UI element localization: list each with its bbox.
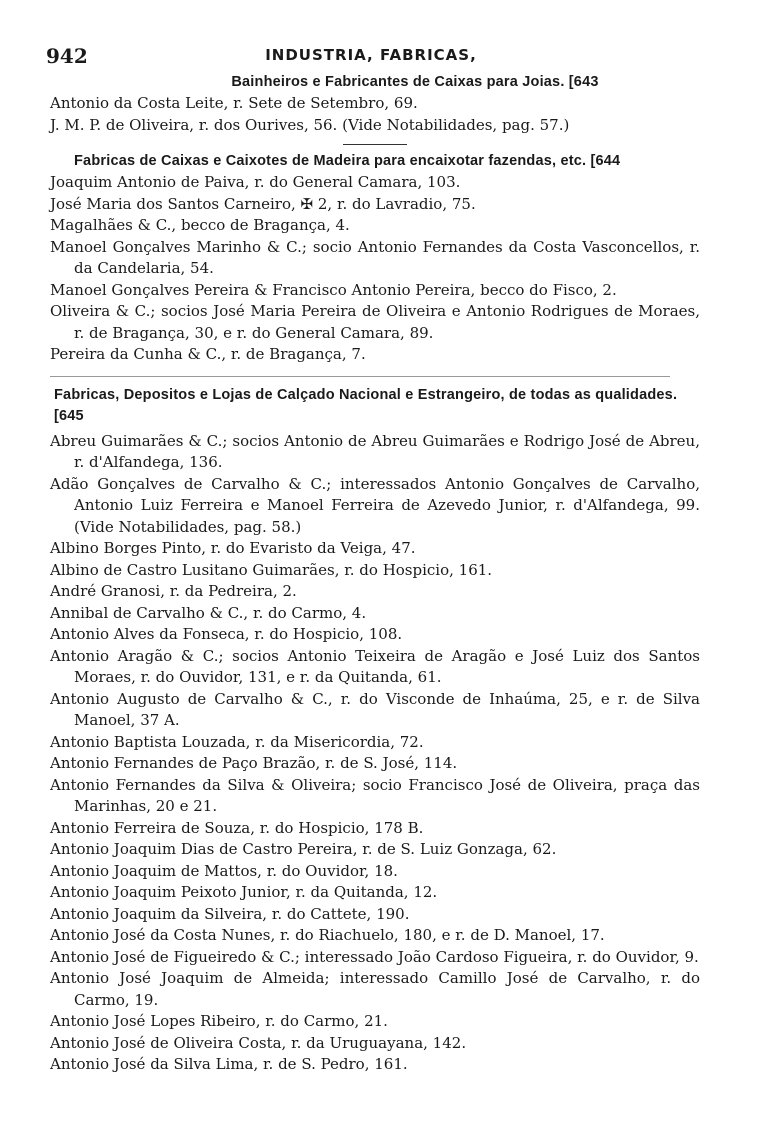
list-item: Antonio José de Oliveira Costa, r. da Uruguayana, 142. bbox=[50, 1033, 467, 1052]
list-item: Adão Gonçalves de Carvalho & C.; interessados Antonio Gonçalves de Carvalho, Antonio Luiz Ferreira e Manoel Ferreira de Azevedo Junior, r. d'Alfandega, 99. (Vide Notabilidades, pag. 58.) bbox=[50, 474, 700, 536]
section-title: Bainheiros e Fabricantes de Caixas para Joias. [643 bbox=[231, 74, 599, 90]
list-item: André Granosi, r. da Pedreira, 2. bbox=[50, 582, 297, 600]
list-item: Antonio Fernandes de Paço Brazão, r. de S. José, 114. bbox=[50, 754, 458, 772]
list-item: J. M. P. de Oliveira, r. dos Ourives, 56. (Vide Notabilidades, pag. 57.) bbox=[50, 115, 570, 134]
entry-list bbox=[50, 93, 700, 136]
list-item: Manoel Gonçalves Pereira & Francisco Antonio Pereira, becco do Fisco, 2. bbox=[50, 280, 617, 299]
running-title: INDUSTRIA, FABRICAS, bbox=[265, 46, 477, 64]
list-item: Antonio Ferreira de Souza, r. do Hospicio, 178 B. bbox=[50, 818, 424, 837]
section-wooden-crates bbox=[50, 151, 700, 366]
divider bbox=[343, 144, 407, 145]
list-item: Albino de Castro Lusitano Guimarães, r. do Hospicio, 161. bbox=[50, 560, 493, 579]
list-item: Antonio Fernandes da Silva & Oliveira; socio Francisco José de Oliveira, praça das Marinhas, 20 e 21. bbox=[50, 775, 700, 815]
list-item: Antonio Aragão & C.; socios Antonio Teixeira de Aragão e José Luiz dos Santos Moraes, r. do Ouvidor, 131, e r. da Quitanda, 61. bbox=[50, 646, 700, 686]
list-item: Antonio Joaquim de Mattos, r. do Ouvidor, 18. bbox=[50, 861, 398, 880]
list-item: Antonio Augusto de Carvalho & C., r. do Visconde de Inhaúma, 25, e r. de Silva Manoel, 37 A. bbox=[50, 689, 700, 729]
section-footwear bbox=[50, 385, 700, 1076]
list-item: Antonio José de Figueiredo & C.; interessado João Cardoso Figueira, r. do Ouvidor, 9. bbox=[50, 947, 699, 966]
list-item: Antonio Alves da Fonseca, r. do Hospicio, 108. bbox=[50, 625, 403, 643]
list-item: Antonio Baptista Louzada, r. da Misericordia, 72. bbox=[50, 732, 424, 751]
list-item: Antonio da Costa Leite, r. Sete de Setembro, 69. bbox=[50, 94, 418, 112]
page-content bbox=[50, 72, 700, 1076]
section-title: Fabricas de Caixas e Caixotes de Madeira para encaixotar fazendas, etc. [644 bbox=[74, 153, 621, 169]
list-item: Abreu Guimarães & C.; socios Antonio de Abreu Guimarães e Rodrigo José de Abreu, r. d'Alfandega, 136. bbox=[50, 431, 700, 471]
list-item: Manoel Gonçalves Marinho & C.; socio Antonio Fernandes da Costa Vasconcellos, r. da Candelaria, 54. bbox=[50, 237, 700, 277]
page-number: 942 bbox=[46, 44, 88, 68]
list-item: Antonio Joaquim Peixoto Junior, r. da Quitanda, 12. bbox=[50, 883, 438, 901]
list-item: Annibal de Carvalho & C., r. do Carmo, 4. bbox=[50, 603, 367, 622]
list-item: Antonio José Joaquim de Almeida; interessado Camillo José de Carvalho, r. do Carmo, 19. bbox=[50, 969, 700, 1009]
list-item: Joaquim Antonio de Paiva, r. do General Camara, 103. bbox=[50, 173, 461, 191]
section-jewel-boxes bbox=[50, 72, 700, 136]
divider bbox=[50, 376, 670, 377]
list-item: José Maria dos Santos Carneiro, ✠ 2, r. do Lavradio, 75. bbox=[50, 194, 476, 213]
entry-list bbox=[50, 172, 700, 366]
list-item: Antonio Joaquim da Silveira, r. do Cattete, 190. bbox=[50, 904, 410, 923]
entry-list bbox=[50, 431, 700, 1076]
list-item: Albino Borges Pinto, r. do Evaristo da Veiga, 47. bbox=[50, 539, 416, 557]
list-item: Oliveira & C.; socios José Maria Pereira de Oliveira e Antonio Rodrigues de Moraes, r. de Bragança, 30, e r. do General Camara, 89. bbox=[50, 302, 700, 342]
page-header bbox=[46, 44, 696, 68]
list-item: Pereira da Cunha & C., r. de Bragança, 7. bbox=[50, 345, 366, 363]
list-item: Antonio José da Costa Nunes, r. do Riachuelo, 180, e r. de D. Manoel, 17. bbox=[50, 926, 605, 944]
list-item: Antonio José da Silva Lima, r. de S. Pedro, 161. bbox=[50, 1055, 408, 1073]
list-item: Magalhães & C., becco de Bragança, 4. bbox=[50, 216, 350, 234]
list-item: Antonio José Lopes Ribeiro, r. do Carmo, 21. bbox=[50, 1012, 388, 1030]
section-title: Fabricas, Depositos e Lojas de Calçado Nacional e Estrangeiro, de todas as qualidades. [645 bbox=[54, 386, 678, 424]
list-item: Antonio Joaquim Dias de Castro Pereira, r. de S. Luiz Gonzaga, 62. bbox=[50, 840, 557, 858]
